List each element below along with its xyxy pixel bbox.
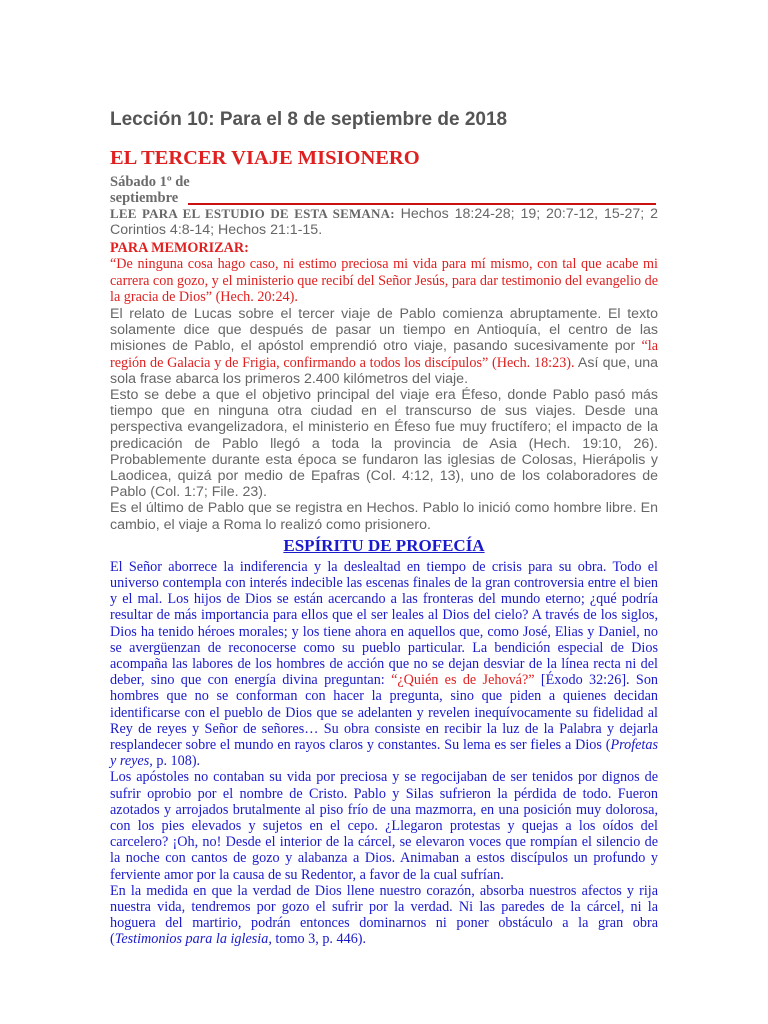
spirit-quote-3-book: Testimonios para la iglesia, [114,931,272,948]
spirit-quote-3 [110,883,658,948]
reading-refs: Hechos 18:24-28; 19; 20:7-12, 15-27; 2 Corintios 4:8-14; Hechos 21:1-15. [110,206,658,239]
spirit-quote-1-red: “¿Quién es de Jehová?” [391,672,535,689]
paragraph-1-start: El relato de Lucas sobre el tercer viaje de Pablo comienza abruptamente. El texto solamente dice que después de pasar un tiempo en Antioquía, el centro de las misiones de Pablo, el apóstol emprendió otro viaje, pasando sucesivamente por [110,305,658,355]
day-heading [110,174,658,206]
spirit-quote-1-b: [Éxodo 32:26]. Son hombres que no se conforman con hacer la pregunta, sino que piden a quienes decidan identificarse con el pueblo de Dios que se adelanten y revelen inequívocamente su fidelidad al Rey de reyes y Señor de señores… Su obra consiste en recibir la luz de la Palabra y dejarla resplandecer sobre el mundo en rayos claros y constantes. Su lema es ser fieles a Dios ( [110,672,659,753]
spirit-of-prophecy-title: ESPÍRITU DE PROFECÍA [283,535,485,555]
memory-verse [110,256,658,306]
lesson-title: Lección 10: Para el 8 de septiembre de 2018 [110,109,508,130]
spirit-quote-1 [110,559,658,770]
memory-verse-text: “De ninguna cosa hago caso, ni estimo preciosa mi vida para mí mismo, con tal que acabe mi carrera con gozo, y el ministerio que recibí del Señor Jesús, para dar testimonio del evangelio de la gracia de Dios” [110,256,658,306]
day-label-line2: septiembre [110,190,179,206]
memory-verse-ref: (Hech. 20:24). [212,289,298,306]
spirit-quote-2: Los apóstoles no contaban su vida por preciosa y se regocijaban de ser tenidos por dignos de sufrir oprobio por el nombre de Cristo. Pablo y Silas sufrieron la pérdida de todo. Fueron azotados y arrojados brutalmente al piso frío de una mazmorra, en una posición muy dolorosa, con los pies elevados y sujetos en el cepo. ¿Llegaron protestas y quejas a los oídos del carcelero? ¡Oh, no! Desde el interior de la cárcel, se elevaron voces que rompían el silencio de la noche con cantos de gozo y alabanza a Dios. Animaban a estos discípulos un profundo y ferviente amor por la causa de su Redentor, a favor de la cual sufrían. [110,769,658,883]
spirit-quote-1-a: El Señor aborrece la indiferencia y la deslealtad en tiempo de crisis para su obra. Todo el universo contempla con interés indecible las escenas finales de la gran controversia entre el bien y el mal. Los hijos de Dios se están acercando a las fronteras del mundo eterno; ¿qué podría resultar de más importancia para ellos que el ser leales al Dios del cielo? A través de los siglos, Dios ha tenido héroes morales; y los tiene ahora en aquellos que, como José, Elias y Daniel, no se avergüenzan de reconocerse como su pueblo particular. La bendición especial de Dios acompaña las labores de los hombres de acción que no se dejan desviar de la línea recta ni del deber, sino que con energía divina preguntan: [110,558,658,689]
spirit-quote-3-a: En la medida en que la verdad de Dios llene nuestro corazón, absorba nuestros afectos y rija nuestra vida, tendremos por gozo el sufrir por la verdad. Ni las paredes de la cárcel, ni la hoguera del martirio, podrán entonces dominarnos ni poner obstáculo a la gran obra ( [110,882,658,948]
reading-label: LEE PARA EL ESTUDIO DE ESTA SEMANA: [110,206,395,221]
spirit-quote-1-book: Profetas y reyes, [110,736,658,770]
paragraph-2: Esto se debe a que el objetivo principal del viaje era Éfeso, donde Pablo pasó más tiempo que en ninguna otra ciudad en el transcurso de sus viajes. Desde una perspectiva evangelizadora, el ministerio en Éfeso fue muy fructífero; el impacto de la predicación de Pablo llegó a toda la provincia de Asia (Hech. 19:10, 26). Probablemente durante esta época se fundaron las iglesias de Colosas, Hierápolis y Laodicea, quizá por medio de Epafras (Col. 4:12, 13), uno de los colaboradores de Pablo (Col. 1:7; File. 23). [110,386,658,501]
day-label-line1: Sábado 1º de [110,174,190,190]
spirit-quote-1-ref: p. 108). [152,753,201,770]
memorize-heading: PARA MEMORIZAR: [110,240,249,257]
document-page [110,108,658,948]
paragraph-1-quote: “la región de Galacia y de Frigia, confirmando a todos los discípulos” (Hech. 18:23). [110,338,658,371]
spirit-quote-3-ref: tomo 3, p. 446). [271,931,367,948]
red-divider [188,203,656,205]
paragraph-1 [110,306,658,387]
reading-assignment [110,206,658,238]
main-title: EL TERCER VIAJE MISIONERO [110,147,420,169]
paragraph-3: Es el último de Pablo que se registra en Hechos. Pablo lo inició como hombre libre. En cambio, el viaje a Roma lo realizó como prisionero. [110,500,658,533]
paragraph-1-end: Así que, una sola frase abarca los primeros 2.400 kilómetros del viaje. [110,354,659,387]
